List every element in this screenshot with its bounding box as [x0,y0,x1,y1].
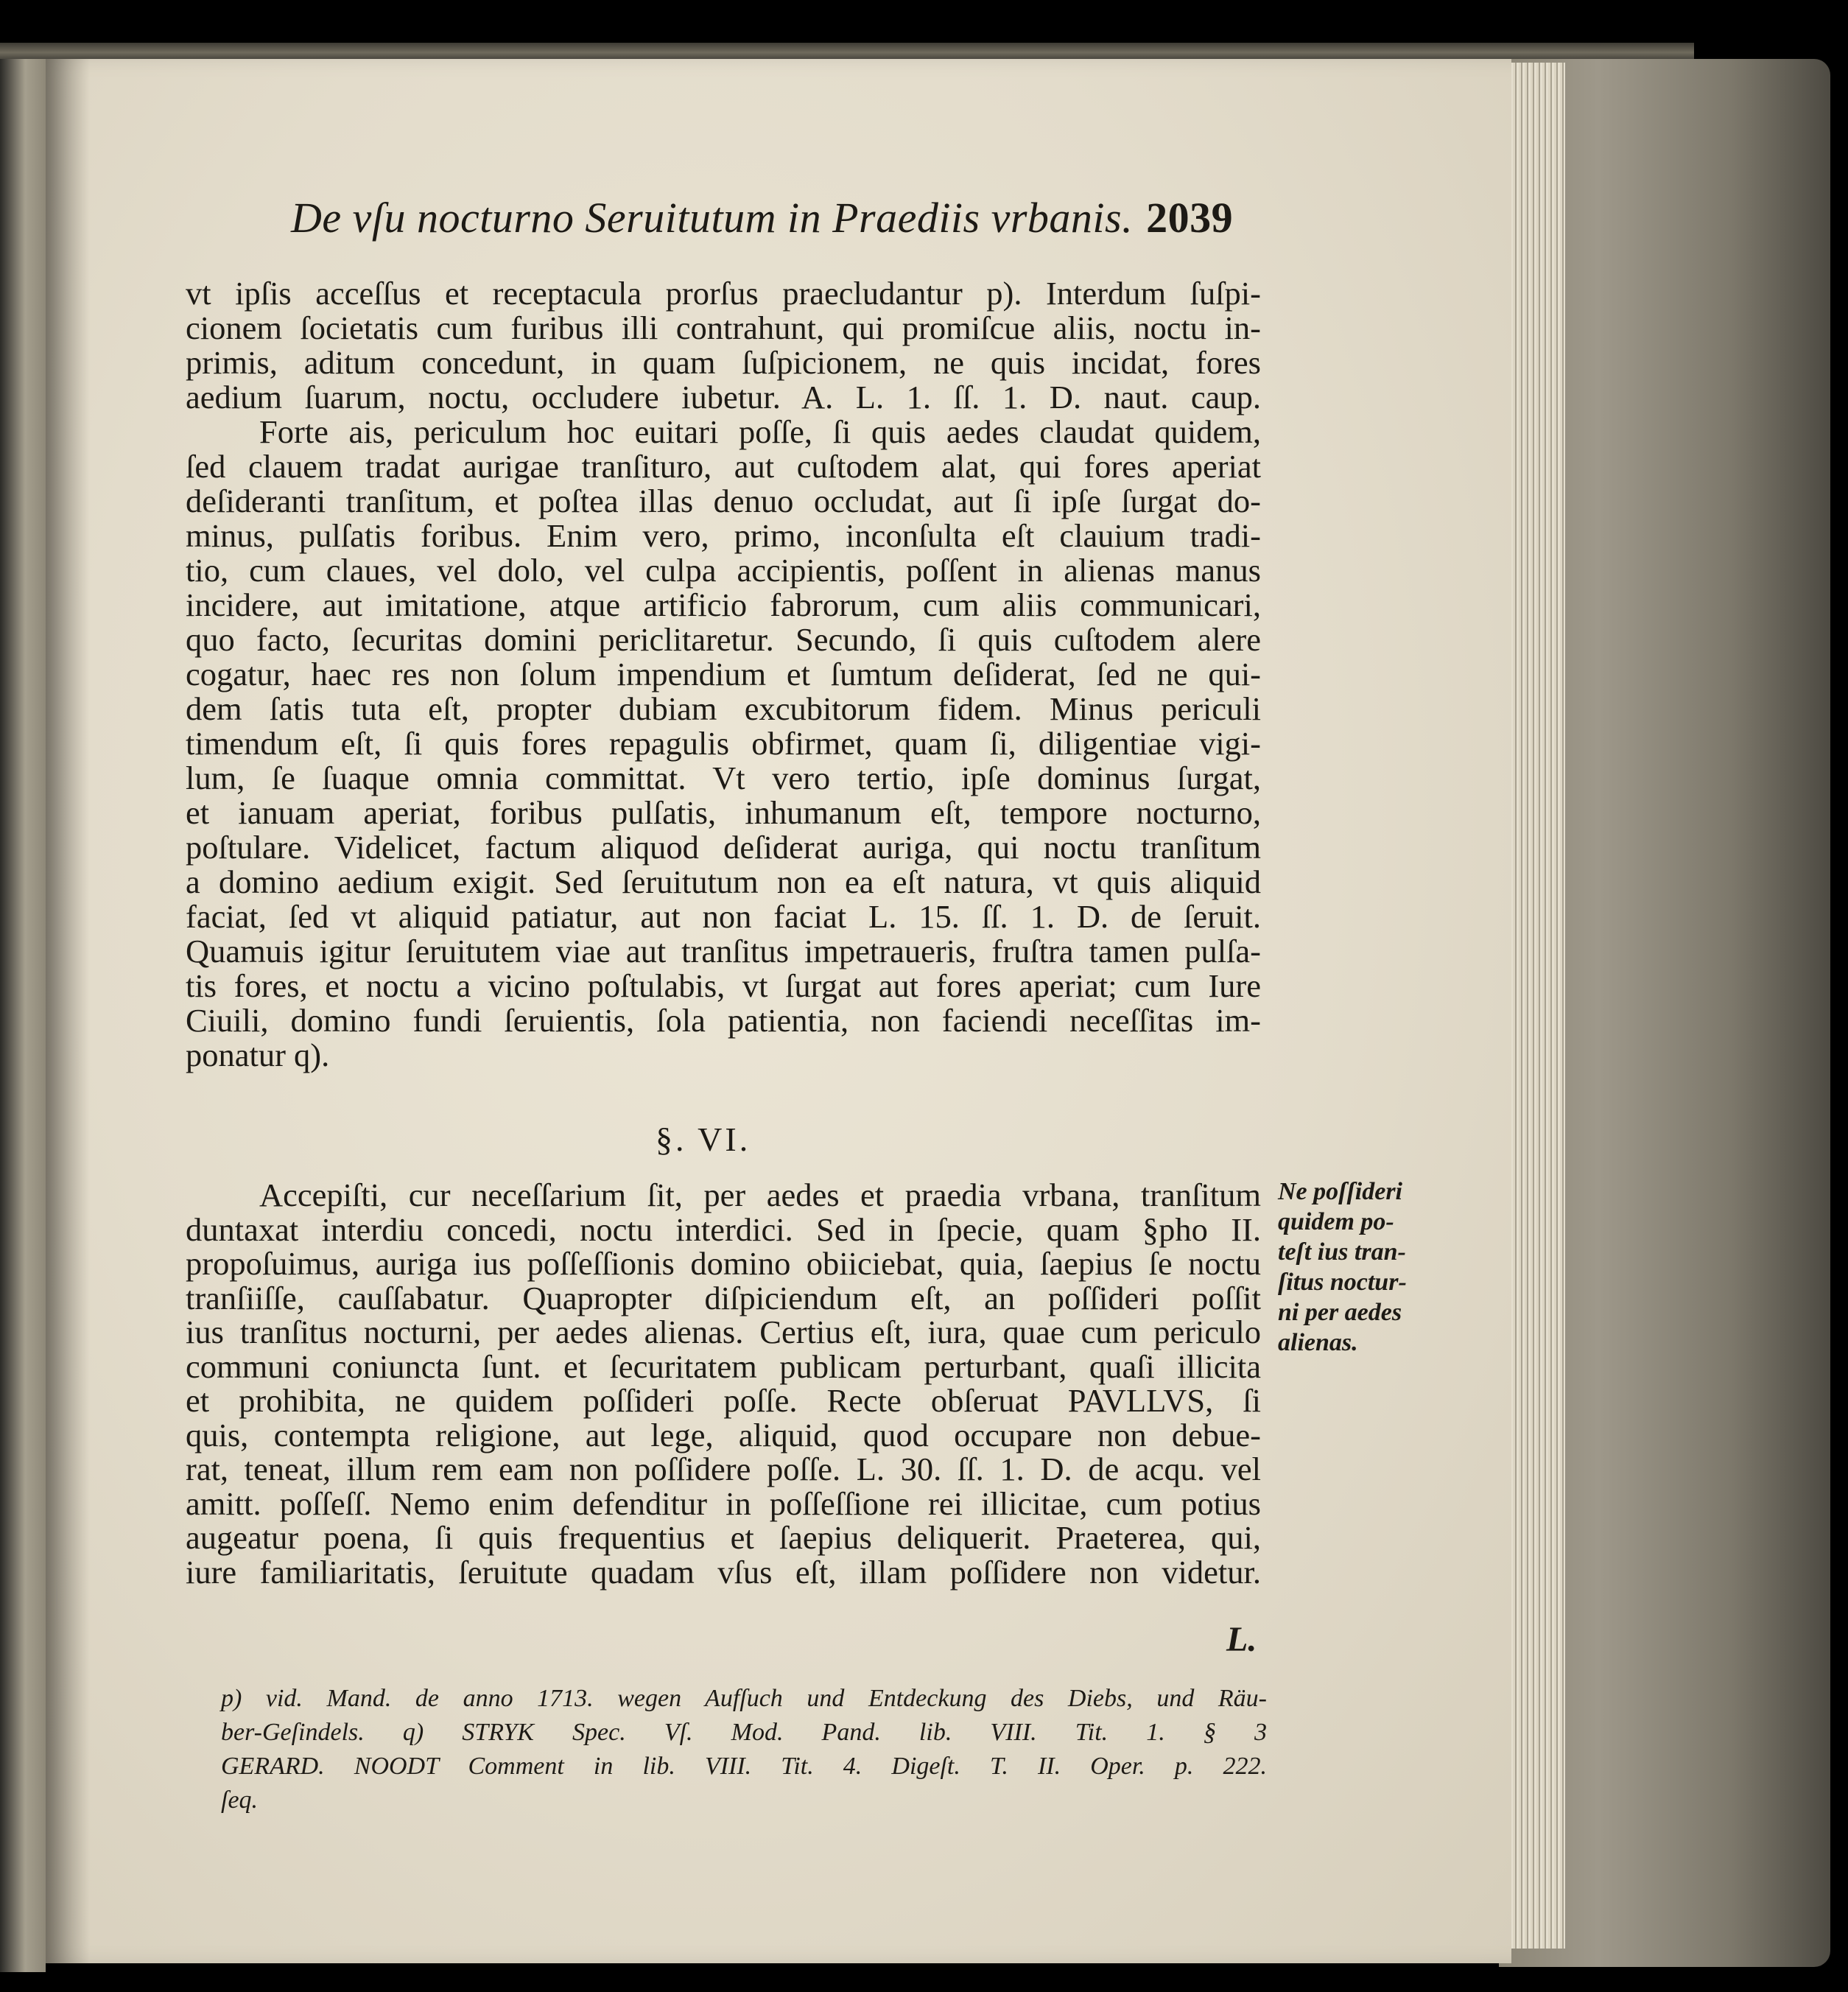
text-line: ſed clauem tradat aurigae tranſituro, aut cuſtodem alat, qui fores aperiat [186,448,1261,485]
footnote-line: ſeq. [221,1786,259,1814]
text-line: faciat, ſed vt aliquid patiatur, aut non faciat L. 15. ſſ. 1. D. de ſeruit. [186,898,1261,935]
text-line: et prohibita, ne quidem poſſideri poſſe. Recte obſeruat PAVLLVS, ſi [186,1382,1261,1419]
margin-note-line: teſt ius tran- [1278,1238,1406,1266]
text-line: incidere, aut imitatione, atque artificio fabrorum, cum aliis communicari, [186,586,1261,623]
text-line: tis fores, et noctu a vicino poſtulabis, vt ſurgat aut fores aperiat; cum Iure [186,967,1261,1004]
text-line: et ianuam aperiat, foribus pulſatis, inhumanum eſt, tempore nocturno, [186,794,1261,831]
text-line: duntaxat interdiu concedi, noctu interdici. Sed in ſpecie, quam §pho II. [186,1210,1261,1248]
binding-top-edge [0,43,1694,59]
margin-note-line: alienas. [1278,1329,1358,1356]
text-line: ius tranſitus nocturni, per aedes alienas. Certius eſt, iura, quae cum periculo [186,1314,1261,1350]
text-line: tio, cum claues, vel dolo, vel culpa accipientis, poſſent in alienas manus [186,552,1261,589]
text-line: tranſiiſſe, cauſſabatur. Quapropter diſpiciendum eſt, an poſſideri poſſit [186,1279,1261,1316]
text-line: communi coniuncta ſunt. et ſecuritatem publicam perturbant, quaſi illicita [186,1347,1261,1385]
text-line: minus, pulſatis foribus. Enim vero, primo, inconſulta eſt clauium tradi- [186,517,1261,554]
text-line: quis, contempta religione, aut lege, aliquid, quod occupare non debue- [186,1416,1261,1453]
section-heading: §. VI. [656,1120,751,1158]
text-line: iure familiaritatis, ſeruitute quadam vſus eſt, illam poſſidere non videtur. [186,1553,1261,1591]
text-line: poſtulare. Videlicet, factum aliquod deſiderat auriga, qui noctu tranſitum [186,829,1261,866]
margin-note-line: ſitus noctur- [1278,1269,1407,1296]
footnote-line: p) vid. Mand. de anno 1713. wegen Aufſuch und Entdeckung des Diebs, und Räu- [221,1685,1267,1712]
text-line: cogatur, haec res non ſolum impendium et ſumtum deſiderat, ſed ne qui- [186,656,1261,692]
margin-note-line: quidem po- [1278,1208,1394,1235]
text-line: ponatur q). [186,1037,330,1073]
text-line: Accepiſti, cur neceſſarium ſit, per aedes et praedia vrbana, tranſitum [259,1176,1261,1213]
text-line: rat, teneat, illum rem eam non poſſidere poſſe. L. 30. ſſ. 1. D. de acqu. vel [186,1451,1261,1487]
text-line: amitt. poſſeſſ. Nemo enim defenditur in poſſeſſione rei illicitae, cum potius [186,1484,1261,1522]
running-title: De vſu nocturno Seruitutum in Praediis vrbanis. [291,194,1134,242]
text-line: dem ſatis tuta eſt, propter dubiam excubitorum fidem. Minus periculi [186,690,1261,727]
text-line: propoſuimus, auriga ius poſſeſſionis domino obiiciebat, quia, ſaepius ſe noctu [186,1245,1261,1282]
gutter-shadow [46,59,90,1963]
text-line: timendum eſt, ſi quis fores repagulis obfirmet, quam ſi, diligentiae vigi- [186,725,1261,762]
footnote-line: ber-Geſindels. q) STRYK Spec. Vſ. Mod. Pand. lib. VIII. Tit. 1. § 3 [221,1719,1267,1746]
text-line: aedium ſuarum, noctu, occludere iubetur. A. L. 1. ſſ. 1. D. naut. caup. [186,379,1261,415]
text-line: primis, aditum concedunt, in quam ſuſpicionem, ne quis incidat, fores [186,344,1261,381]
text-line: augeatur poena, ſi quis frequentius et ſaepius deliquerit. Praeterea, qui, [186,1519,1261,1556]
margin-note-line: Ne poſſideri [1278,1178,1403,1205]
text-line: Quamuis igitur ſeruitutem viae aut tranſitus impetraueris, fruſtra tamen pulſa- [186,933,1261,969]
text-line: a domino aedium exigit. Sed ſeruitutum non ea eſt natura, vt quis aliquid [186,863,1261,900]
text-line: quo facto, ſecuritas domini periclitaretur. Secundo, ſi quis cuſtodem alere [186,621,1261,658]
text-line: Ciuili, domino fundi ſeruientis, ſola patientia, non faciendi neceſſitas im- [186,1002,1261,1039]
page-number: 2039 [1146,194,1234,242]
text-line: deſideranti tranſitum, et poſtea illas denuo occludat, aut ſi ipſe ſurgat do- [186,483,1261,519]
text-line: cionem ſocietatis cum furibus illi contrahunt, qui promiſcue aliis, noctu in- [186,309,1261,346]
margin-note-line: ni per aedes [1278,1299,1402,1326]
facing-page-edge [0,46,46,1972]
running-header [291,193,1259,242]
text-line: Forte ais, periculum hoc euitari poſſe, ſi quis aedes claudat quidem, [259,413,1261,450]
text-line: lum, ſe ſuaque omnia committat. Vt vero tertio, ipſe dominus ſurgat, [186,760,1261,796]
text-line: vt ipſis acceſſus et receptacula prorſus praecludantur p). Interdum ſuſpi- [186,275,1261,312]
catchword: L. [1226,1620,1257,1659]
footnote-line: GERARD. NOODT Comment in lib. VIII. Tit. 4. Digeſt. T. II. Oper. p. 222. [221,1753,1267,1780]
